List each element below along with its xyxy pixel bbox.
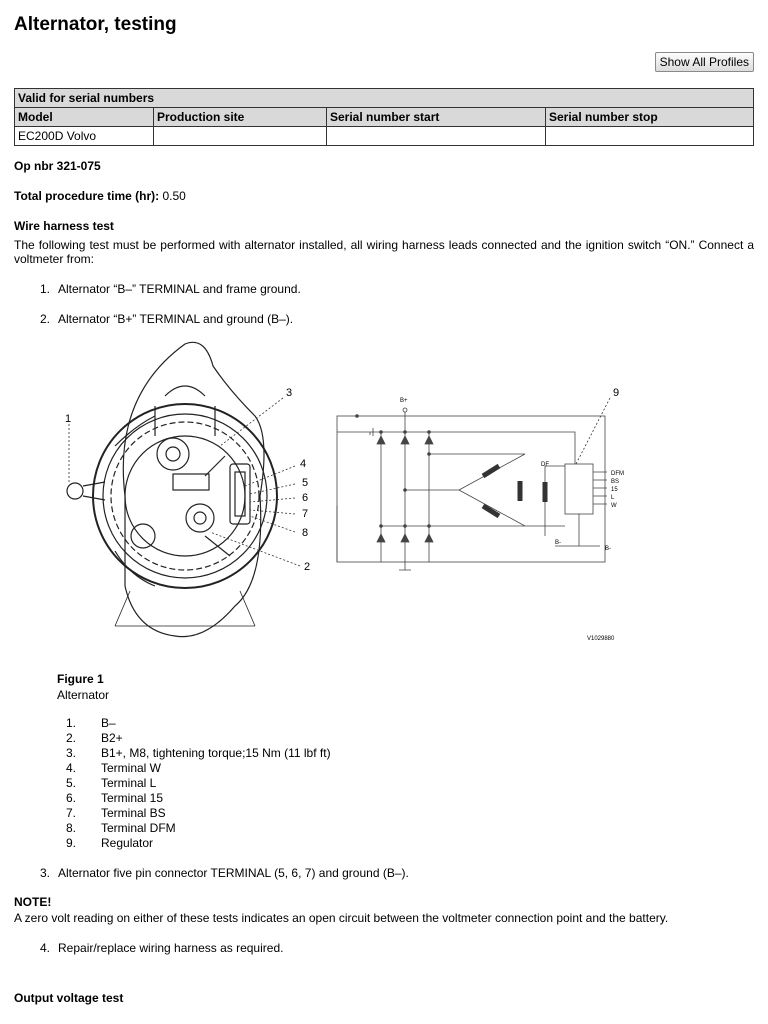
op-number: Op nbr 321-075 — [14, 159, 101, 173]
list-item-number: 1. — [40, 282, 51, 296]
callout-8: 8 — [302, 527, 309, 539]
callout-1: 1 — [65, 413, 72, 425]
label-dfm: DFM — [611, 471, 624, 477]
column-header-serial-stop: Serial number stop — [546, 108, 754, 127]
figure-title: Figure 1 — [57, 672, 104, 686]
note-label: NOTE! — [14, 895, 52, 909]
list-item-text: Terminal L — [101, 776, 157, 790]
list-item-text: Alternator “B–” TERMINAL and frame ground. — [58, 282, 301, 296]
list-item-number: 7. — [66, 806, 77, 820]
serial-number-table — [14, 88, 754, 146]
list-item-number: 4. — [66, 761, 77, 775]
figure-legend — [66, 716, 331, 851]
label-bs: BS — [611, 479, 620, 485]
list-item-text: Terminal 15 — [101, 791, 164, 805]
list-item-text: B– — [101, 716, 116, 730]
list-item-text: Alternator “B+” TERMINAL and ground (B–). — [58, 312, 294, 326]
schematic-nodes — [355, 414, 431, 528]
procedure-time-label: Total procedure time (hr): — [14, 189, 160, 203]
list-item — [40, 312, 293, 326]
table-cell — [327, 127, 546, 146]
wire-harness-intro: The following test must be performed with alternator installed, all wiring harness leads connected and the ignition switch “ON.” Connect a voltmeter from: — [14, 238, 754, 266]
table-cell: EC200D Volvo — [15, 127, 154, 146]
list-item — [66, 746, 331, 761]
list-item-number: 3. — [40, 866, 51, 880]
label-df: DF — [541, 462, 549, 468]
figure-id: V1029880 — [587, 636, 615, 642]
list-item — [66, 806, 331, 821]
column-header-model: Model — [15, 108, 154, 127]
list-item — [66, 791, 331, 806]
list-item — [66, 731, 331, 746]
list-item-number: 8. — [66, 821, 77, 835]
label-l: L — [611, 495, 615, 501]
callout-9: 9 — [613, 387, 620, 399]
callout-7: 7 — [302, 508, 309, 520]
section-heading-output-voltage: Output voltage test — [14, 991, 124, 1005]
table-row — [15, 127, 754, 146]
alternator-drawing — [67, 342, 277, 636]
list-item-text: Regulator — [101, 836, 154, 850]
list-item — [66, 716, 331, 731]
label-b-minus-outer: B- — [605, 546, 611, 552]
table-cell — [546, 127, 754, 146]
list-item — [66, 821, 331, 836]
show-all-profiles-button[interactable]: Show All Profiles — [655, 52, 754, 72]
column-header-serial-start: Serial number start — [327, 108, 546, 127]
callout-5: 5 — [302, 477, 309, 489]
callout-3: 3 — [286, 387, 293, 399]
label-15: 15 — [611, 487, 618, 493]
label-w: W — [611, 503, 617, 509]
figure-caption: Alternator — [57, 688, 110, 702]
callout-4: 4 — [300, 458, 307, 470]
list-item — [40, 941, 283, 955]
list-item-text: Alternator five pin connector TERMINAL (5, 6, 7) and ground (B–). — [58, 866, 409, 880]
list-item-number: 2. — [66, 731, 77, 745]
section-heading-wire-harness: Wire harness test — [14, 219, 114, 233]
procedure-time — [14, 189, 186, 203]
callout-6: 6 — [302, 492, 309, 504]
wiring-schematic — [337, 408, 607, 570]
column-header-production-site: Production site — [154, 108, 327, 127]
list-item — [40, 282, 301, 296]
list-item — [66, 836, 331, 851]
label-b-minus-inner: B- — [555, 540, 561, 546]
list-item — [66, 776, 331, 791]
list-item-text: B1+, M8, tightening torque;15 Nm (11 lbf ft) — [101, 746, 331, 760]
callout-leaders — [69, 398, 610, 566]
callout-2: 2 — [304, 561, 311, 573]
page-title: Alternator, testing — [14, 14, 177, 35]
procedure-time-value: 0.50 — [162, 189, 186, 203]
table-cell — [154, 127, 327, 146]
list-item-number: 1. — [66, 716, 77, 730]
list-item-text: B2+ — [101, 731, 123, 745]
list-item-text: Terminal DFM — [101, 821, 176, 835]
list-item-number: 3. — [66, 746, 77, 760]
serial-table-caption: Valid for serial numbers — [15, 89, 754, 108]
alternator-figure — [55, 336, 645, 648]
list-item-text: Repair/replace wiring harness as required. — [58, 941, 284, 955]
list-item-text: Terminal BS — [101, 806, 166, 820]
list-item — [66, 761, 331, 776]
list-item-text: Terminal W — [101, 761, 162, 775]
list-item-number: 2. — [40, 312, 51, 326]
list-item — [40, 866, 409, 880]
list-item-number: 4. — [40, 941, 51, 955]
list-item-number: 9. — [66, 836, 77, 850]
list-item-number: 5. — [66, 776, 77, 790]
list-item-number: 6. — [66, 791, 77, 805]
callout-numbers — [65, 387, 619, 573]
note-text: A zero volt reading on either of these tests indicates an open circuit between the voltmeter connection point and the battery. — [14, 911, 669, 925]
label-b-plus: B+ — [400, 398, 408, 404]
